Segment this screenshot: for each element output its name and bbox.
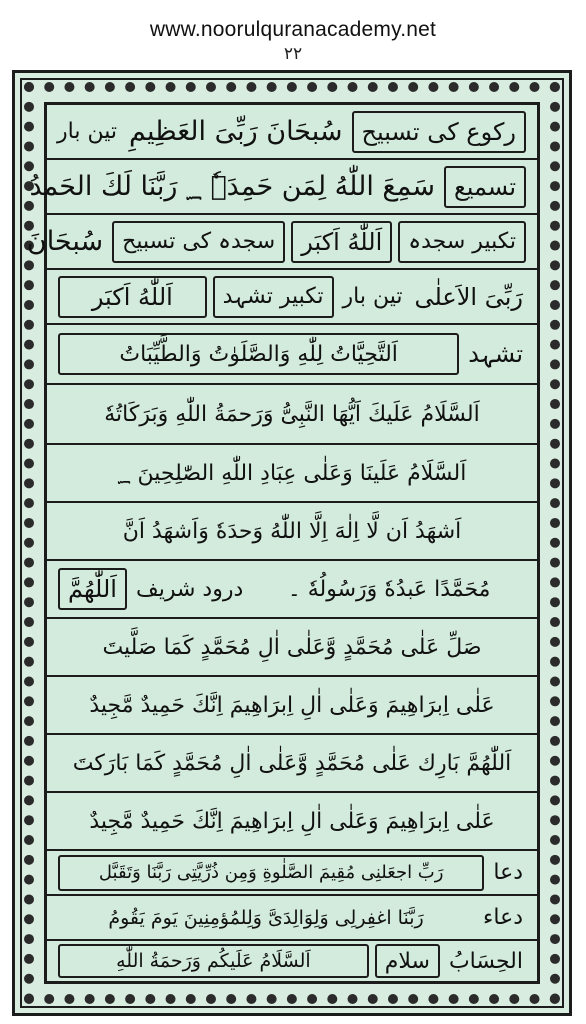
durood-label: درود شریف [135, 576, 244, 602]
durood-line-2: عَلٰی اِبرَاهِیمَ وَعَلٰی اٰلِ اِبرَاهِیمَ اِنَّكَ حَمِیدٌ مَّجِیدٌ [89, 692, 495, 718]
takbeer-sajda-label: تکبیر سجدہ [398, 221, 526, 263]
dua2-label: دعاء [483, 905, 523, 930]
salam-label: سلام [375, 944, 440, 978]
tashahhud-text: اَلتَّحِیَّاتُ لِلّٰهِ وَالصَّلَوٰتُ وَالطَّیِّبَاتُ [58, 333, 459, 375]
allahumma-box: اَللّٰهُمَّ [58, 568, 127, 610]
hisab-text: الحِسَابُ [448, 948, 523, 974]
table-row [47, 677, 537, 735]
table-row [47, 735, 537, 793]
page-number: ۲۲ [283, 44, 303, 64]
ruku-tasbih-label: رکوع کی تسبیح [352, 111, 527, 153]
ruku-count: تین بار [57, 119, 117, 144]
page-frame [12, 70, 572, 1016]
table-row [47, 105, 537, 160]
tashahhud-line-2: اَلسَّلَامُ عَلَیكَ اَیُّهَا النَّبِیُّ وَرَحمَةُ اللّٰهِ وَبَرَکَاتُهٗ [104, 401, 480, 427]
tashahhud-line-3: اَلسَّلَامُ عَلَینَا وَعَلٰی عِبَادِ اللّٰهِ الصّٰلِحِینَ ؁ [117, 460, 467, 486]
sajda-count: تین بار [342, 284, 403, 309]
rabbiyal-ala-text: رَبِّیَ الاَعلٰی [414, 282, 523, 311]
ruku-tasbih-text: سُبحَانَ رَبِّیَ العَظِیمِ [129, 116, 343, 147]
durood-line-4: عَلٰی اِبرَاهِیمَ وَعَلٰی اٰلِ اِبرَاهِیمَ اِنَّكَ حَمِیدٌ مَّجِیدٌ [89, 808, 495, 834]
tasmee-label: تسمیع [444, 166, 526, 208]
table-row [26, 215, 537, 270]
tasmee-text: سَمِعَ اللّٰهُ لِمَن حَمِدَہٗ ؁ رَبَّنَا لَكَ الحَمدُ [29, 171, 436, 202]
dua-text-1: رَبِّ اجعَلنِی مُقِیمَ الصَّلٰوةِ وَمِن ذُرِّیَّتِی رَبَّنَا وَتَقَبَّل [58, 855, 484, 891]
tashahhud-line-4: اَشهَدُ اَن لَّا اِلٰهَ اِلَّا اللّٰهُ وَحدَهٗ وَاَشهَدُ اَنَّ [122, 518, 462, 544]
sajda-tasbih-label: سجدہ کی تسبیح [112, 221, 285, 263]
subhana-text: سُبحَانَ [26, 226, 104, 257]
table-row [47, 270, 537, 325]
table-row [47, 561, 537, 619]
durood-line-1: صَلِّ عَلٰی مُحَمَّدٍ وَّعَلٰی اٰلِ مُحَمَّدٍ کَمَا صَلَّیتَ [102, 634, 482, 660]
table-row [29, 160, 537, 215]
table-row [47, 793, 537, 851]
table-row [47, 503, 537, 561]
takbeer-tashahhud-label: تکبیر تشہد [213, 276, 334, 318]
table-row [47, 619, 537, 677]
content-table [26, 102, 540, 984]
table-row [47, 851, 537, 896]
durood-line-3: اَللّٰهُمَّ بَارِك عَلٰی مُحَمَّدٍ وَّعَلٰی اٰلِ مُحَمَّدٍ کَمَا بَارَکتَ [72, 750, 512, 776]
table-row [47, 896, 537, 941]
dua-label: دعا [493, 860, 523, 885]
table-row [47, 325, 537, 385]
tashahhud-label: تشہد [468, 340, 523, 368]
dua-text-2: رَبَّنَا اغفِرلِی وَلِوَالِدَیَّ وَلِلمُؤمِنِینَ یَومَ یَقُومُ [108, 906, 424, 929]
table-row [47, 445, 537, 503]
table-row [47, 941, 537, 981]
takbeer-text: اَللّٰهُ اَکبَر [291, 221, 392, 263]
website-url: www.noorulquranacademy.net [149, 18, 437, 41]
tashahhud-line-5: مُحَمَّدًا عَبدُهٗ وَرَسُولُهٗ ۔ [287, 576, 491, 602]
table-row [47, 385, 537, 445]
allahu-akbar-box: اَللّٰهُ اَکبَر [58, 276, 207, 318]
salam-text: اَلسَّلَامُ عَلَیکُم وَرَحمَةُ اللّٰهِ [58, 944, 369, 978]
